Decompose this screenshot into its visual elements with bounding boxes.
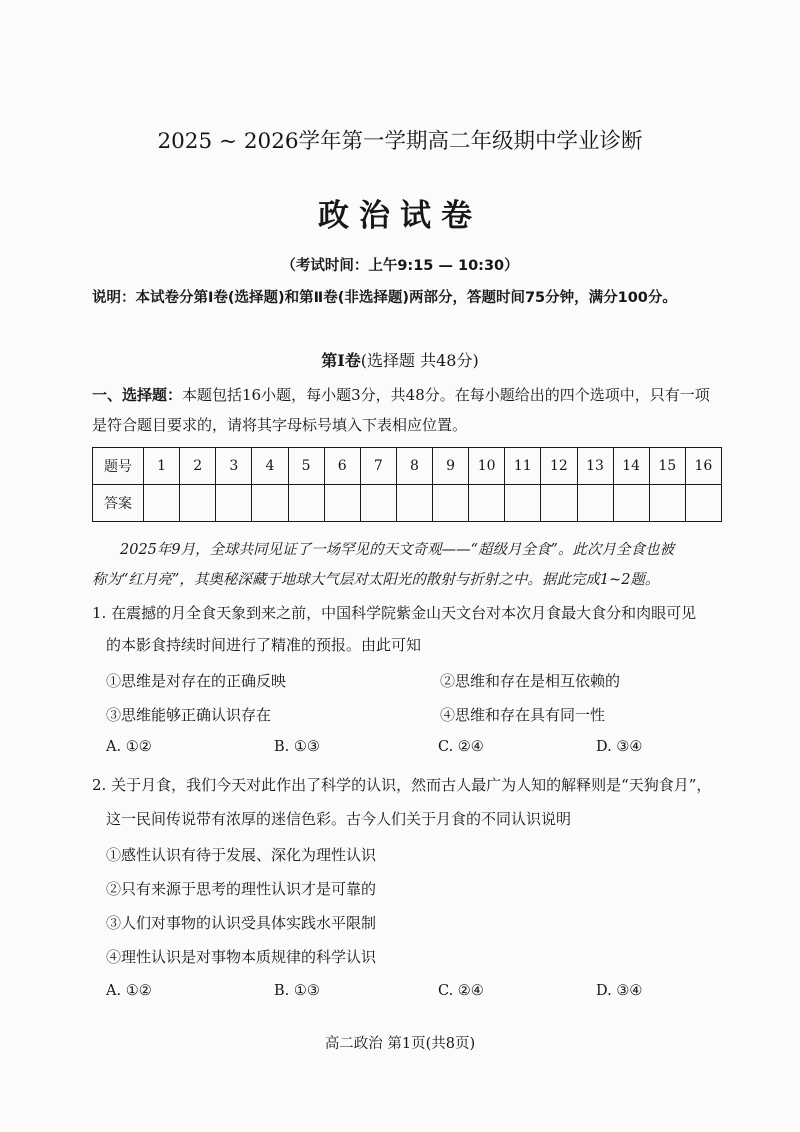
question-number-cell: 8 [396,448,432,485]
answer-cell[interactable] [469,485,505,522]
q2-choice-a[interactable]: A. ①② [106,983,152,999]
passage-line-1: 2025年9月，全球共同见证了一场罕见的天文奇观——“超级月全食”。此次月全食也被 [120,542,674,558]
answer-cell[interactable] [144,485,180,522]
exam-title: 2025 ~ 2026学年第一学期高二年级期中学业诊断 [157,129,643,154]
q2-stem-line-2: 这一民间传说带有浓厚的迷信色彩。古今人们关于月食的不同认识说明 [106,810,572,828]
answer-cell[interactable] [324,485,360,522]
answer-row-label: 答案 [93,485,144,522]
section-intro-line-1 [92,384,710,405]
section-title-rest: (选择题 共48分) [360,351,479,370]
section-intro-text: 本题包括16小题，每小题3分，共48分。在每小题给出的四个选项中，只有一项 [182,386,710,404]
q1-choice-c[interactable]: C. ②④ [438,739,484,755]
question-number-cell: 10 [469,448,505,485]
question-number-cell: 15 [649,448,685,485]
answer-table-answer-row [93,485,722,522]
q1-choice-a[interactable]: A. ①② [106,739,152,755]
answer-cell[interactable] [180,485,216,522]
question-number-cell: 3 [216,448,252,485]
q2-option-3: ③人们对事物的认识受具体实践水平限制 [106,914,377,932]
question-number-cell: 12 [541,448,577,485]
q1-option-1: ①思维是对存在的正确反映 [106,672,287,690]
exam-time: （考试时间：上午9:15 — 10:30） [281,258,519,274]
answer-cell[interactable] [649,485,685,522]
q2-choice-c[interactable]: C. ②④ [438,983,484,999]
question-number-cell: 11 [505,448,541,485]
page-footer: 高二政治 第1页(共8页) [324,1036,476,1052]
answer-cell[interactable] [396,485,432,522]
q2-stem-line-1: 2. 关于月食，我们今天对此作出了科学的认识，然而古人最广为人知的解释则是“天狗食月”， [92,776,712,794]
question-number-cell: 7 [360,448,396,485]
q1-option-4: ④思维和存在具有同一性 [440,706,606,724]
section-intro-line-2: 是符合题目要求的，请将其字母标号填入下表相应位置。 [92,416,468,434]
question-number-cell: 6 [324,448,360,485]
question-number-cell: 9 [433,448,469,485]
question-number-cell: 14 [613,448,649,485]
q1-choice-b[interactable]: B. ①③ [274,739,320,755]
q2-choice-d[interactable]: D. ③④ [596,983,643,999]
question-number-cell: 1 [144,448,180,485]
answer-cell[interactable] [216,485,252,522]
answer-cell[interactable] [505,485,541,522]
answer-cell[interactable] [685,485,721,522]
answer-cell[interactable] [577,485,613,522]
subject-title: 政治试卷 [318,198,482,234]
q2-option-4: ④理性认识是对事物本质规律的科学认识 [106,948,377,966]
passage-line-2: 称为“红月亮”，其奥秘深藏于地球大气层对太阳光的散射与折射之中。据此完成1~2题。 [92,572,660,588]
question-number-cell: 4 [252,448,288,485]
q1-choice-d[interactable]: D. ③④ [596,739,643,755]
question-number-cell: 2 [180,448,216,485]
section-title-bold: 第Ⅰ卷 [321,351,361,370]
answer-cell[interactable] [613,485,649,522]
number-row-label: 题号 [93,448,144,485]
q2-option-2: ②只有来源于思考的理性认识才是可靠的 [106,880,377,898]
answer-table [92,447,722,522]
answer-table-number-row [93,448,722,485]
question-number-cell: 5 [288,448,324,485]
question-number-cell: 16 [685,448,721,485]
q1-stem-line-1: 1. 在震撼的月全食天象到来之前，中国科学院紫金山天文台对本次月食最大食分和肉眼可见 [92,604,697,622]
section-intro-bold: 一、选择题： [92,386,183,404]
answer-cell[interactable] [288,485,324,522]
q2-option-1: ①感性认识有待于发展、深化为理性认识 [106,846,377,864]
q2-choice-b[interactable]: B. ①③ [274,983,320,999]
exam-instructions: 说明：本试卷分第Ⅰ卷(选择题)和第Ⅱ卷(非选择题)两部分，答题时间75分钟，满分100分。 [92,290,677,306]
answer-cell[interactable] [541,485,577,522]
answer-cell[interactable] [360,485,396,522]
section-title [0,348,800,371]
answer-cell[interactable] [433,485,469,522]
question-number-cell: 13 [577,448,613,485]
q1-option-2: ②思维和存在是相互依赖的 [440,672,621,690]
q1-option-3: ③思维能够正确认识存在 [106,706,272,724]
answer-cell[interactable] [252,485,288,522]
q1-stem-line-2: 的本影食持续时间进行了精准的预报。由此可知 [106,636,422,654]
